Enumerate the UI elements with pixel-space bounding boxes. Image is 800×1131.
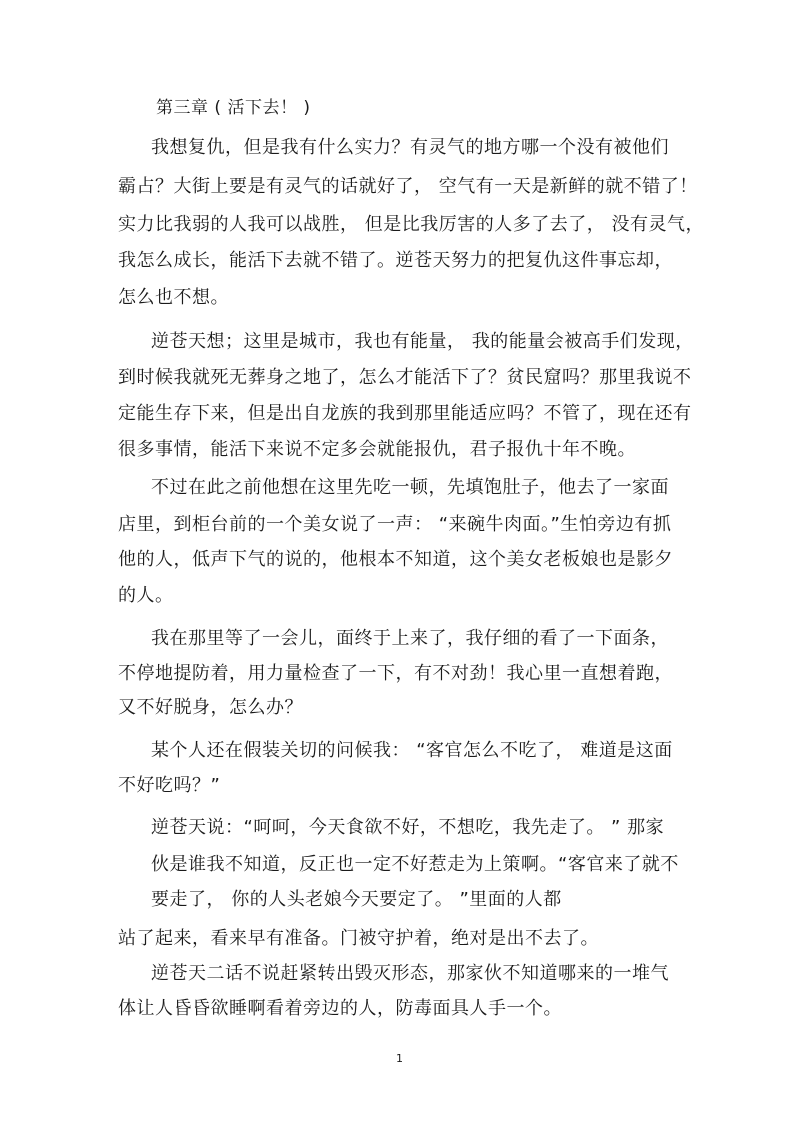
text-line-1: 我想复仇，但是我有什么实力？有灵气的地方哪一个没有被他们 — [151, 137, 669, 158]
text-line-8: 定能生存下来，但是出自龙族的我到那里能适应吗？不管了，现在还有 — [118, 403, 692, 424]
text-line-21: 要走了， 你的人头老娘今天要定了。 ”里面的人都 — [151, 889, 562, 910]
text-line-9: 很多事情，能活下来说不定多会就能报仇，君子报仇十年不晚。 — [118, 439, 636, 460]
text-line-20: 伙是谁我不知道，反正也一定不好惹走为上策啊。“客官来了就不 — [151, 854, 679, 875]
text-line-22: 站了起来，看来早有准备。门被守护着，绝对是出不去了。 — [118, 928, 599, 949]
text-line-16: 又不好脱身，怎么办？ — [118, 697, 303, 718]
text-line-6: 逆苍天想；这里是城市，我也有能量， 我的能量会被高手们发现， — [151, 331, 694, 352]
text-line-15: 不停地提防着，用力量检查了一下，有不对劲！我心里一直想着跑， — [118, 663, 673, 684]
text-line-4: 我怎么成长，能活下去就不错了。逆苍天努力的把复仇这件事忘却， — [118, 250, 673, 271]
text-line-14: 我在那里等了一会儿，面终于上来了，我仔细的看了一下面条， — [151, 628, 669, 649]
text-line-24: 体让人昏昏欲睡啊看着旁边的人，防毒面具人手一个。 — [118, 998, 562, 1019]
text-line-13: 的人。 — [118, 585, 174, 606]
text-line-19: 逆苍天说：“呵呵，今天食欲不好，不想吃，我先走了。 ” 那家 — [151, 817, 665, 838]
text-line-7: 到时候我就死无葬身之地了，怎么才能活下了？贫民窟吗？那里我说不 — [118, 367, 692, 388]
text-line-11: 店里，到柜台前的一个美女说了一声： “来碗牛肉面。”生怕旁边有抓 — [118, 514, 672, 535]
text-line-17: 某个人还在假装关切的问候我： “客官怎么不吃了， 难道是这面 — [151, 740, 673, 761]
chapter-title: 第三章 ( 活下去！ ) — [156, 98, 311, 118]
text-line-18: 不好吃吗？” — [118, 775, 221, 796]
text-line-12: 他的人，低声下气的说的，他根本不知道，这个美女老板娘也是影夕 — [118, 549, 673, 570]
text-line-23: 逆苍天二话不说赶紧转出毁灭形态，那家伙不知道哪来的一堆气 — [151, 963, 669, 984]
text-line-3: 实力比我弱的人我可以战胜， 但是比我厉害的人多了去了， 没有灵气， — [118, 214, 704, 235]
page-number: 1 — [396, 1052, 403, 1065]
text-line-5: 怎么也不想。 — [118, 287, 229, 308]
text-line-2: 霸占？大街上要是有灵气的话就好了， 空气有一天是新鲜的就不错了！ — [118, 176, 698, 197]
text-line-10: 不过在此之前他想在这里先吃一顿，先填饱肚子，他去了一家面 — [151, 477, 669, 498]
